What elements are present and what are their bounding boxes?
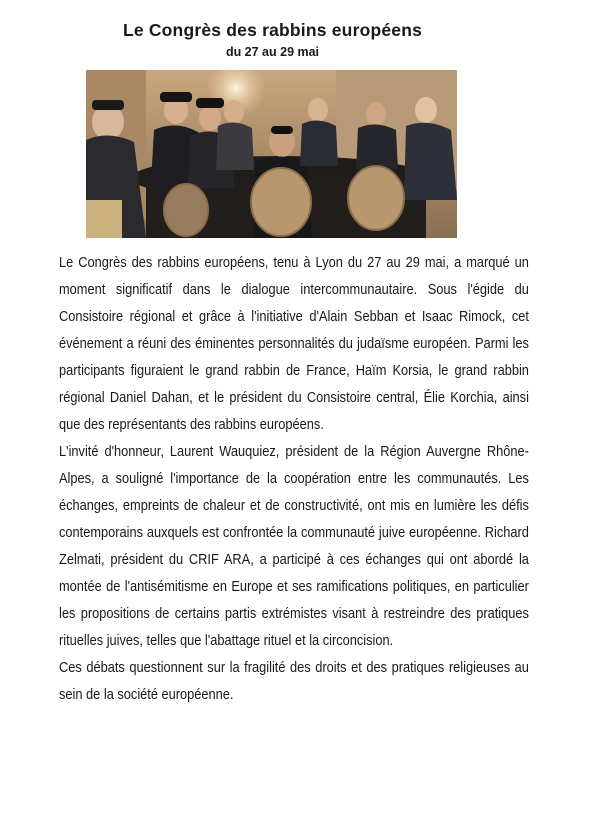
article-body	[59, 250, 529, 709]
event-photo	[86, 70, 457, 238]
article-title: Le Congrès des rabbins européens	[122, 20, 423, 40]
article-subtitle: du 27 au 29 mai	[225, 45, 320, 59]
article-paragraph: L'invité d'honneur, Laurent Wauquiez, président de la Région Auvergne Rhône-Alpes, a souligné l'importance de la coopération entre les communautés. Les échanges, empreints de chaleur et de constructivité, ont mis en lumière les défis contemporains auxquels est confrontée la communauté juive européenne. Richard Zelmati, président du CRIF ARA, a participé à ces échanges qui ont abordé la montée de l'antisémitisme en Europe et ses ramifications politiques, en particulier les propositions de certains partis extrémistes visant à restreindre des pratiques rituelles juives, telles que l'abattage rituel et la circoncision.	[59, 444, 529, 649]
article-paragraph: Le Congrès des rabbins européens, tenu à Lyon du 27 au 29 mai, a marqué un moment significatif dans le dialogue intercommunautaire. Sous l'égide du Consistoire régional et grâce à l'initiative d'Alain Sebban et Isaac Rimock, cet événement a réuni des éminentes personnalités du judaïsme européen. Parmi les participants figuraient le grand rabbin de France, Haïm Korsia, le grand rabbin régional Daniel Dahan, et le président du Consistoire central, Élie Korchia, ainsi que des représentants des rabbins européens.	[59, 255, 529, 433]
article-paragraph: Ces débats questionnent sur la fragilité des droits et des pratiques religieuses au sein de la société européenne.	[59, 660, 529, 703]
